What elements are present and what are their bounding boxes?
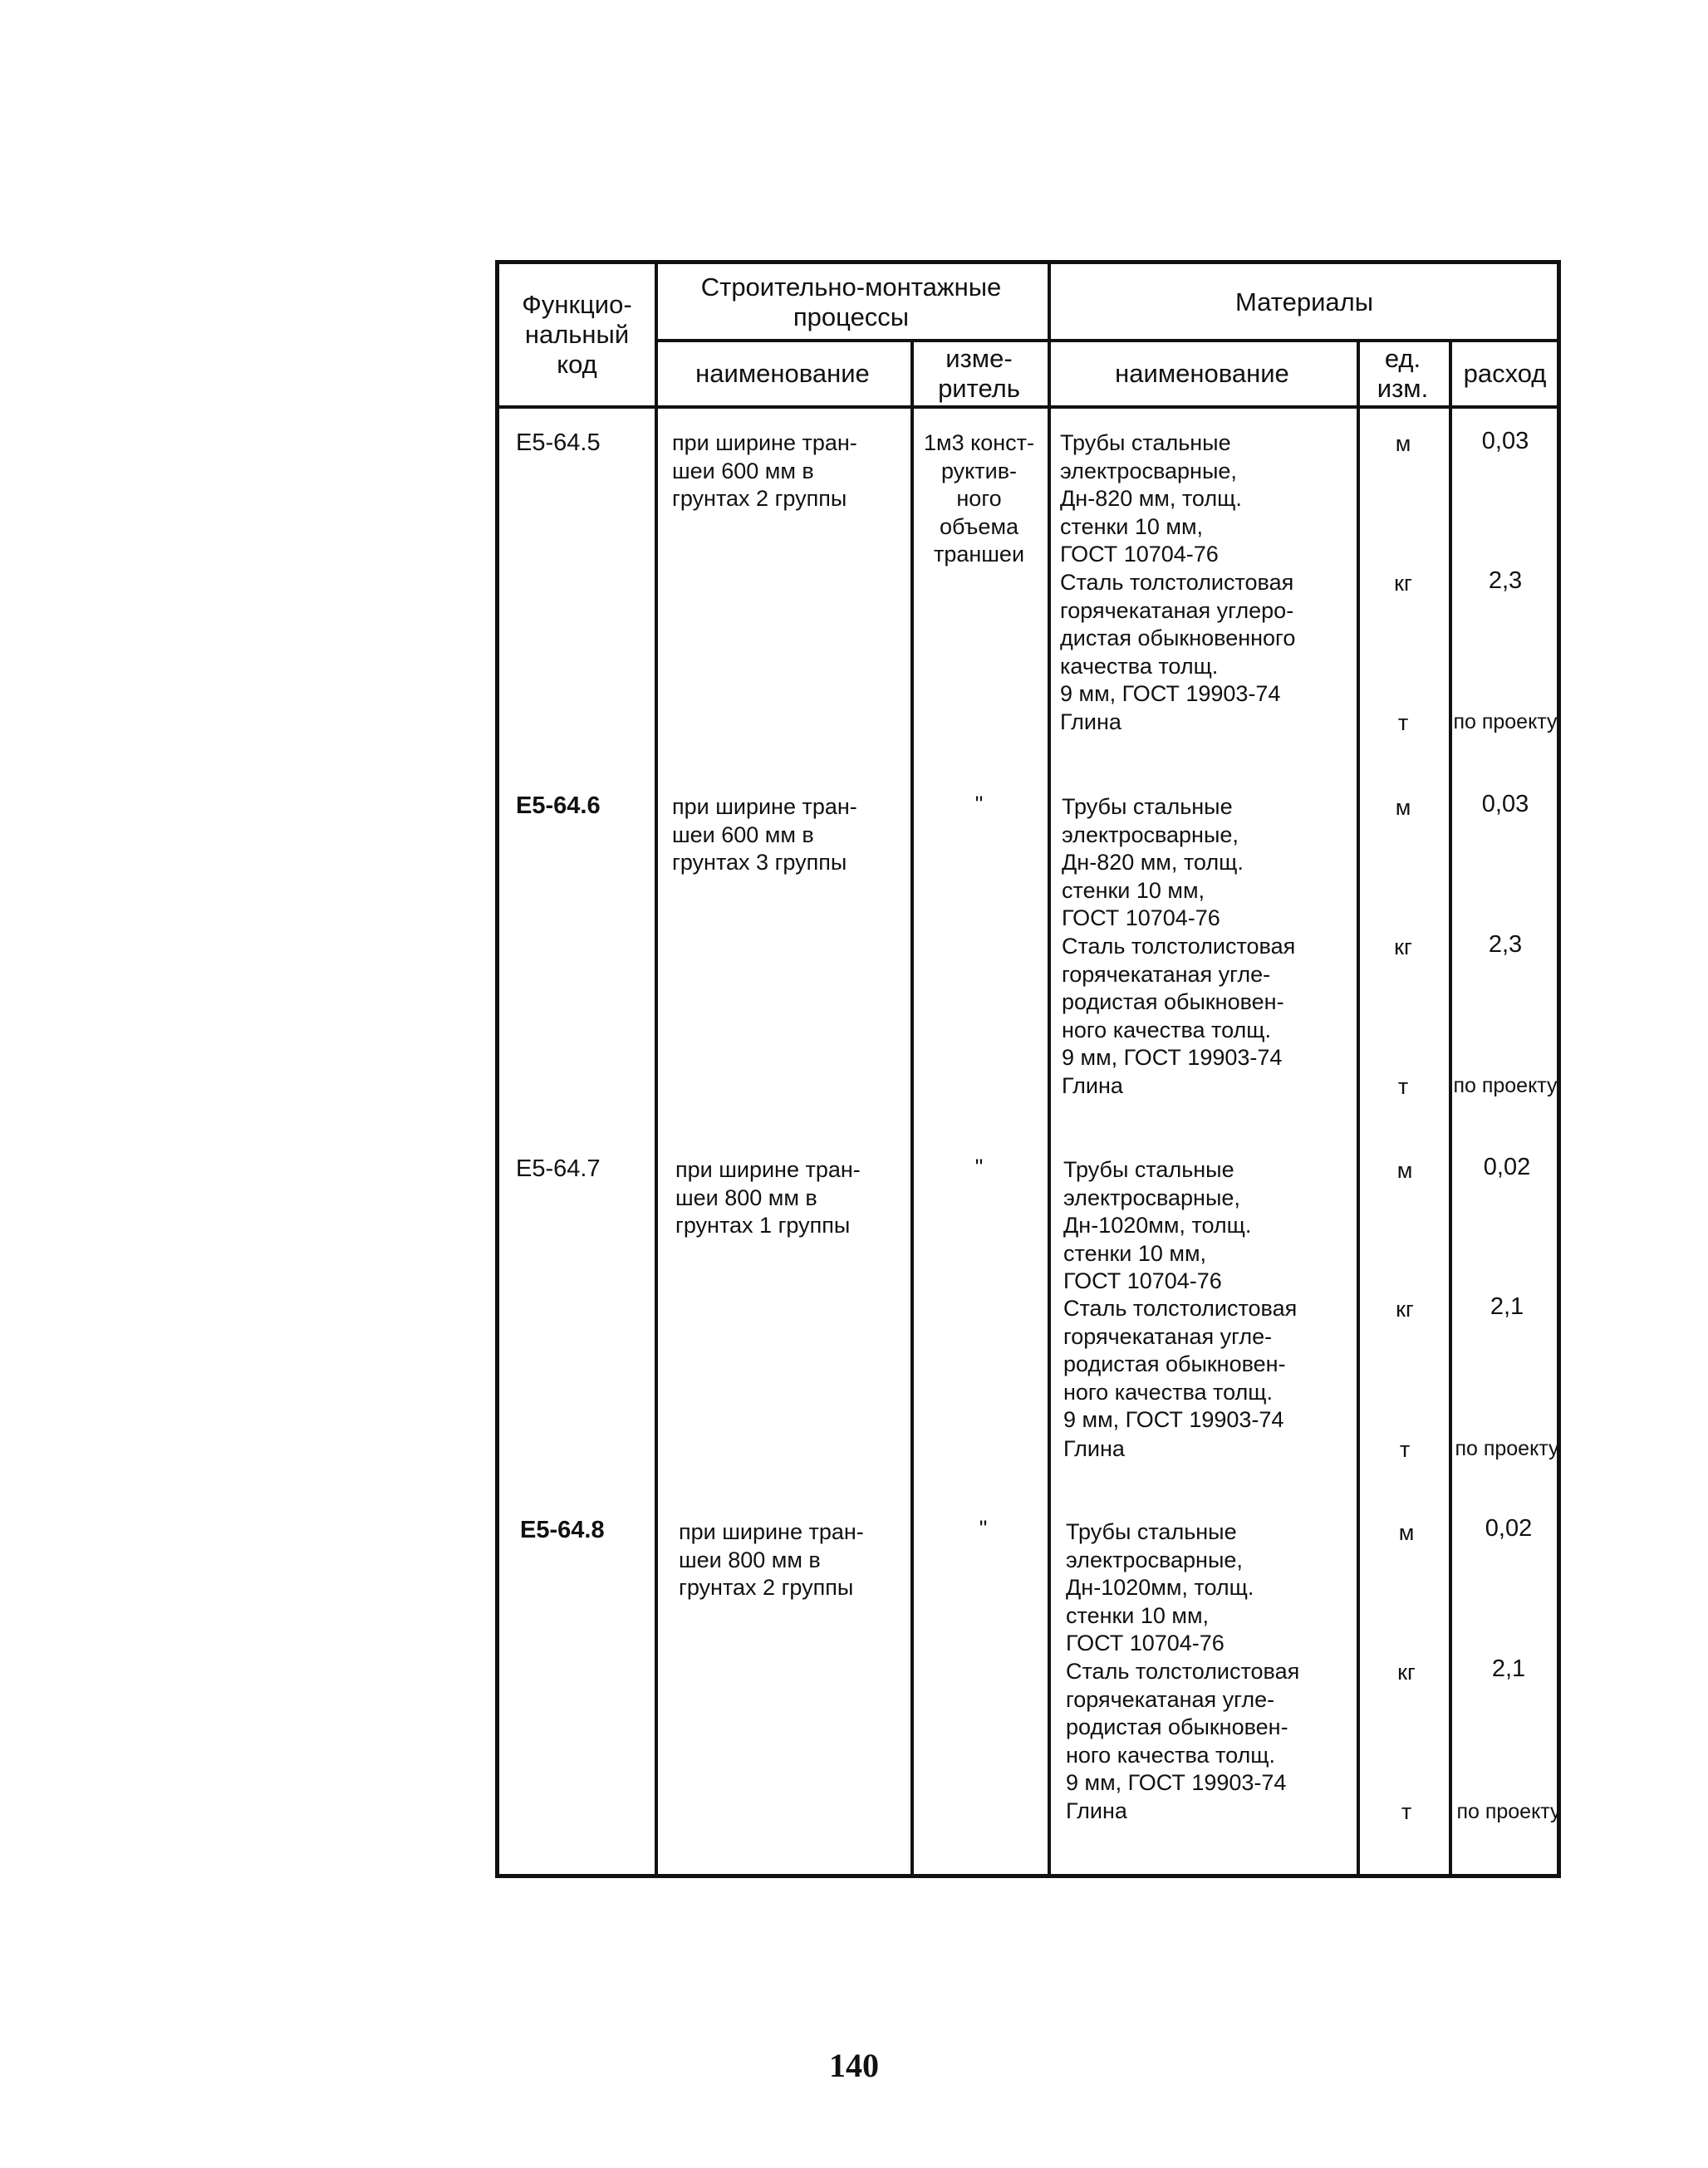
norms-table [495, 260, 1561, 1878]
material-amount: по проекту [1456, 1800, 1561, 1823]
row-measure: 1м3 конст- руктив- ного объема траншеи [924, 430, 1034, 567]
material-unit: м [1396, 1158, 1413, 1183]
material-unit: кг [1394, 571, 1412, 596]
material-name: Глина [1063, 1436, 1125, 1461]
material-unit: м [1395, 431, 1411, 456]
header-proc-name: наименование [695, 359, 870, 388]
material-name: Трубы стальные электросварные, Дн-1020мм, толщ. стенки 10 мм, ГОСТ 10704-76 [1063, 1157, 1252, 1293]
material-unit: т [1399, 1437, 1411, 1462]
material-amount: 0,03 [1481, 428, 1529, 454]
material-name: Трубы стальные электросварные, Дн-1020мм, толщ. стенки 10 мм, ГОСТ 10704-76 [1066, 1519, 1254, 1655]
material-unit: м [1398, 1520, 1415, 1545]
header-consumption: расход [1463, 359, 1547, 388]
page-number: 140 [829, 2047, 879, 2084]
header-bottom-divider [499, 405, 1557, 409]
material-amount: 2,3 [1488, 931, 1523, 958]
row-measure: " [979, 1516, 988, 1541]
row-process: при ширине тран- шеи 800 мм в грунтах 1 группы [675, 1157, 861, 1238]
row-measure: " [974, 1155, 984, 1180]
material-name: Глина [1066, 1798, 1127, 1823]
row-measure: " [974, 792, 984, 817]
material-unit: т [1397, 710, 1409, 735]
material-name: Трубы стальные электросварные, Дн-820 мм, толщ. стенки 10 мм, ГОСТ 10704-76 [1060, 430, 1242, 567]
material-amount: 0,02 [1485, 1515, 1533, 1542]
material-amount: 2,1 [1490, 1293, 1524, 1320]
material-unit: т [1401, 1799, 1412, 1824]
material-amount: по проекту [1453, 710, 1558, 733]
material-name: Глина [1062, 1073, 1123, 1098]
material-name: Сталь толстолистовая горячекатаная угле- родистая обыкновен- ного качества толщ. 9 мм, ГОСТ 19903-74 [1063, 1296, 1298, 1432]
material-unit: кг [1396, 1297, 1414, 1322]
header-materials: Материалы [1235, 287, 1373, 316]
header-unit: ед. изм. [1377, 344, 1429, 403]
material-amount: по проекту [1453, 1074, 1558, 1097]
material-name: Глина [1060, 709, 1121, 734]
row-code: E5-64.7 [516, 1155, 601, 1182]
header-processes: Строительно-монтажные процессы [700, 272, 1002, 331]
row-process: при ширине тран- шеи 600 мм в грунтах 2 группы [672, 430, 857, 511]
material-unit: м [1395, 795, 1411, 820]
col-divider-measure [910, 339, 914, 1874]
material-amount: 0,02 [1483, 1154, 1531, 1180]
col-divider-materials [1048, 264, 1051, 1874]
material-unit: т [1397, 1074, 1409, 1099]
material-name: Сталь толстолистовая горячекатаная углеро- дистая обыкновенного качества толщ. 9 мм, ГОСТ 19903-74 [1060, 570, 1296, 706]
material-name: Сталь толстолистовая горячекатаная угле- родистая обыкновен- ного качества толщ. 9 мм, ГОСТ 19903-74 [1066, 1659, 1300, 1795]
material-name: Трубы стальные электросварные, Дн-820 мм, толщ. стенки 10 мм, ГОСТ 10704-76 [1062, 794, 1244, 930]
row-process: при ширине тран- шеи 600 мм в грунтах 3 группы [672, 794, 857, 875]
material-amount: 2,3 [1488, 567, 1523, 594]
material-amount: по проекту [1455, 1437, 1559, 1460]
header-proc-measure: изме- ритель [938, 344, 1020, 403]
header-mat-name: наименование [1115, 359, 1289, 388]
col-divider-unit [1357, 339, 1360, 1874]
row-code: E5-64.8 [520, 1517, 605, 1543]
material-name: Сталь толстолистовая горячекатаная угле- родистая обыкновен- ного качества толщ. 9 мм, ГОСТ 19903-74 [1062, 934, 1296, 1070]
header-func-code: Функцио- нальный код [522, 290, 632, 379]
material-amount: 0,03 [1481, 791, 1529, 817]
row-code: E5-64.6 [516, 792, 601, 819]
col-divider-code [655, 264, 658, 1874]
row-code: E5-64.5 [516, 429, 601, 456]
material-amount: 2,1 [1491, 1655, 1526, 1682]
material-unit: кг [1397, 1660, 1416, 1685]
row-process: при ширине тран- шеи 800 мм в грунтах 2 группы [679, 1519, 864, 1600]
material-unit: кг [1394, 934, 1412, 959]
